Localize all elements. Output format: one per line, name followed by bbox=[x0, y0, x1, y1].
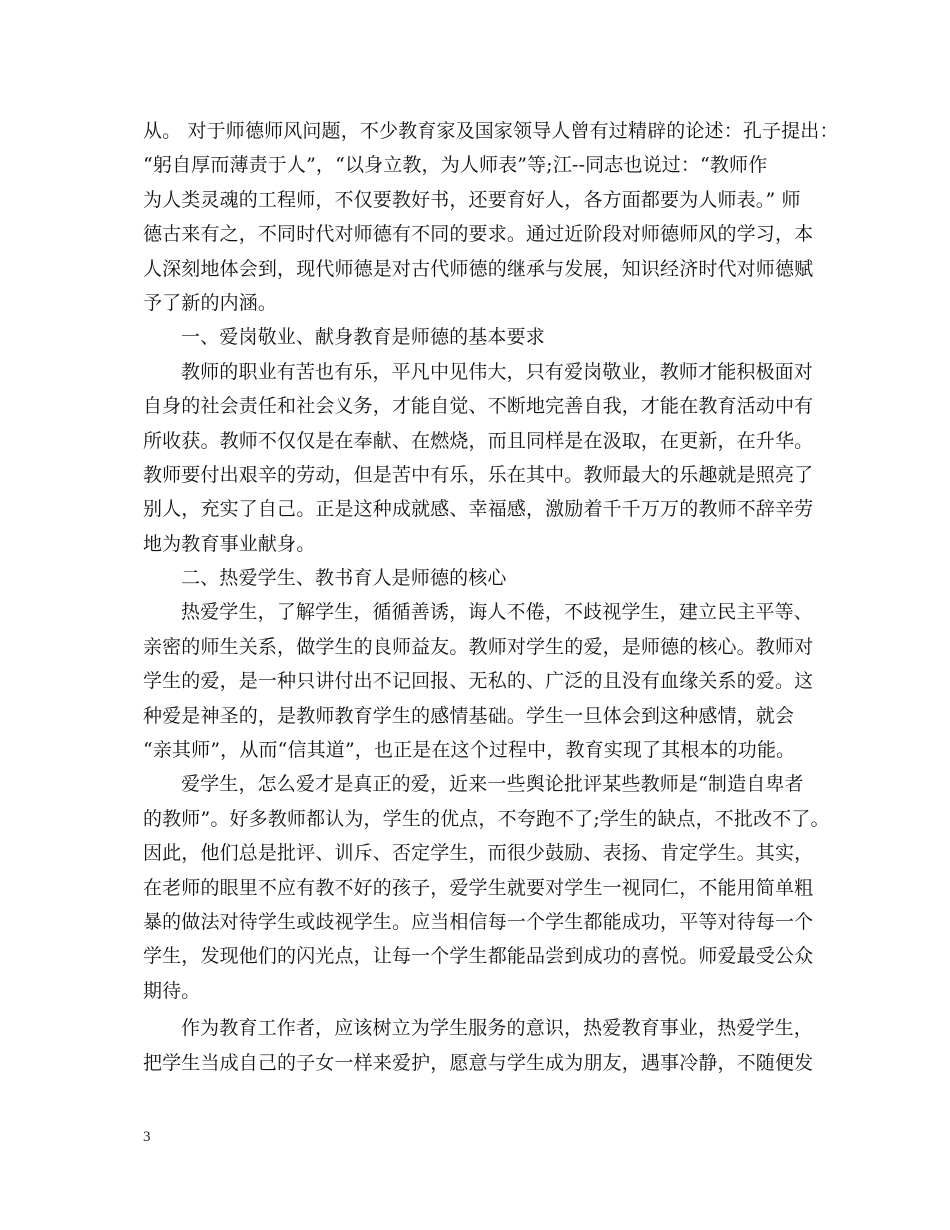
page-number: 3 bbox=[143, 1129, 151, 1145]
document-body bbox=[143, 114, 839, 1080]
text-line: 教师要付出艰辛的劳动，但是苦中有乐，乐在其中。教师最大的乐趣就是照亮了 bbox=[143, 463, 814, 486]
text-line: 暴的做法对待学生或歧视学生。应当相信每一个学生都能成功，平等对待每一个 bbox=[143, 910, 814, 933]
text-line: 从。 对于师德师风问题，不少教育家及国家领导人曾有过精辟的论述：孔子提出： bbox=[143, 120, 839, 142]
text-line: 在老师的眼里不应有教不好的孩子，爱学生就要对学生一视同仁，不能用简单粗 bbox=[143, 876, 814, 899]
text-line: 德古来有之，不同时代对师德有不同的要求。通过近阶段对师德师风的学习，本 bbox=[143, 223, 814, 246]
text-line: 予了新的内涵。 bbox=[143, 291, 278, 314]
text-line: 为人类灵魂的工程师，不仅要教好书，还要育好人，各方面都要为人师表。” 师 bbox=[143, 188, 801, 211]
text-line: “躬自厚而薄责于人”，“以身立教，为人师表”等;江--同志也说过：“教师作 bbox=[143, 154, 768, 177]
text-line: 所收获。教师不仅仅是在奉献、在燃烧，而且同样是在汲取，在更新，在升华。 bbox=[143, 429, 814, 452]
text-line: 期待。 bbox=[143, 979, 201, 1002]
text-line: 把学生当成自己的子女一样来爱护，愿意与学生成为朋友，遇事冷静，不随便发 bbox=[143, 1051, 814, 1074]
text-line: 别人，充实了自己。正是这种成就感、幸福感，激励着千千万万的教师不辞辛劳 bbox=[143, 498, 814, 521]
text-line: “亲其师”，从而“信其道”，也正是在这个过程中，教育实现了其根本的功能。 bbox=[143, 739, 796, 762]
text-line: 爱学生，怎么爱才是真正的爱，近来一些舆论批评某些教师是“制造自卑者 bbox=[181, 773, 804, 796]
text-line: 自身的社会责任和社会义务，才能自觉、不断地完善自我，才能在教育活动中有 bbox=[143, 395, 814, 418]
section-heading-1: 一、爱岗敬业、献身教育是师德的基本要求 bbox=[181, 326, 545, 349]
text-line: 人深刻地体会到，现代师德是对古代师德的继承与发展，知识经济时代对师德赋 bbox=[143, 257, 814, 280]
text-line: 地为教育事业献身。 bbox=[143, 532, 316, 555]
text-line: 作为教育工作者，应该树立为学生服务的意识，热爱教育事业，热爱学生， bbox=[181, 1017, 813, 1040]
text-line: 学生的爱，是一种只讲付出不记回报、无私的、广泛的且没有血缘关系的爱。这 bbox=[143, 670, 814, 693]
text-line: 教师的职业有苦也有乐，平凡中见伟大，只有爱岗敬业，教师才能积极面对 bbox=[181, 360, 813, 383]
text-line: 亲密的师生关系，做学生的良师益友。教师对学生的爱，是师德的核心。教师对 bbox=[143, 635, 814, 658]
section-heading-2: 二、热爱学生、教书育人是师德的核心 bbox=[181, 567, 507, 590]
text-line: 种爱是神圣的，是教师教育学生的感情基础。学生一旦体会到这种感情，就会 bbox=[143, 704, 795, 727]
text-line: 学生，发现他们的闪光点，让每一个学生都能品尝到成功的喜悦。师爱最受公众 bbox=[143, 945, 814, 968]
text-line: 因此，他们总是批评、训斥、否定学生，而很少鼓励、表扬、肯定学生。其实， bbox=[143, 842, 814, 865]
text-line: 的教师”。好多教师都认为，学生的优点，不夸跑不了;学生的缺点，不批改不了。 bbox=[143, 807, 830, 830]
text-line: 热爱学生，了解学生，循循善诱，诲人不倦，不歧视学生，建立民主平等、 bbox=[181, 601, 813, 624]
